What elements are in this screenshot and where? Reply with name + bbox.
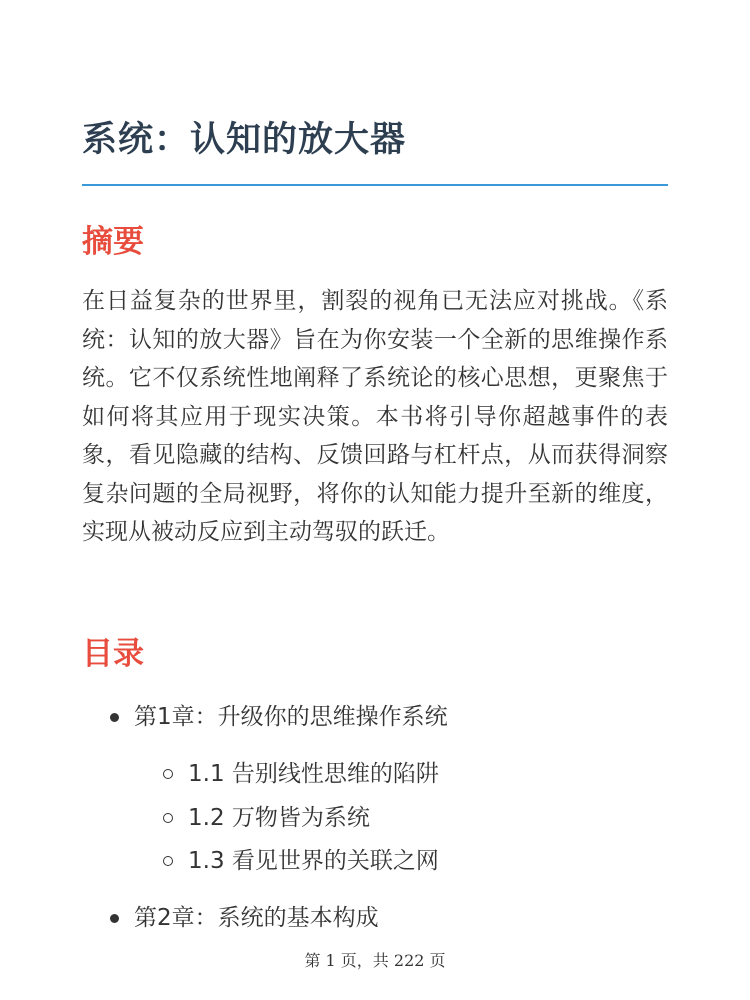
document-title: 系统：认知的放大器	[82, 120, 407, 160]
abstract-heading: 摘要	[82, 224, 144, 260]
toc-chapter-2[interactable]	[134, 903, 379, 933]
toc-section-1-1[interactable]	[188, 759, 439, 789]
toc-section-1-3[interactable]	[188, 846, 439, 876]
abstract-text: 在日益复杂的世界里，割裂的视角已无法应对挑战。《系统：认知的放大器》旨在为你安装一个全新的思维操作系统。它不仅系统性地阐释了系统论的核心思想，更聚焦于如何将其应用于现实决策。本书将引导你超越事件的表象，看见隐藏的结构、反馈回路与杠杆点，从而获得洞察复杂问题的全局视野，将你的认知能力提升至新的维度，实现从被动反应到主动驾驭的跃迁。	[82, 288, 668, 545]
toc-section-label: 1.2 万物皆为系统	[188, 805, 370, 831]
toc-section-label: 1.3 看见世界的关联之网	[188, 848, 439, 874]
title-divider	[82, 184, 668, 186]
bullet-circle-icon	[163, 769, 173, 779]
toc-heading: 目录	[82, 636, 144, 672]
toc-chapter-label: 第2章：系统的基本构成	[134, 905, 379, 931]
toc-section-1-2[interactable]	[188, 803, 370, 833]
toc-chapter-1[interactable]	[134, 702, 448, 732]
bullet-disc-icon	[110, 914, 119, 923]
page-number-footer: 第 1 页，共 222 页	[304, 951, 446, 970]
toc-section-label: 1.1 告别线性思维的陷阱	[188, 761, 439, 787]
toc-chapter-label: 第1章：升级你的思维操作系统	[134, 704, 448, 730]
bullet-circle-icon	[163, 856, 173, 866]
bullet-circle-icon	[163, 813, 173, 823]
bullet-disc-icon	[110, 713, 119, 722]
